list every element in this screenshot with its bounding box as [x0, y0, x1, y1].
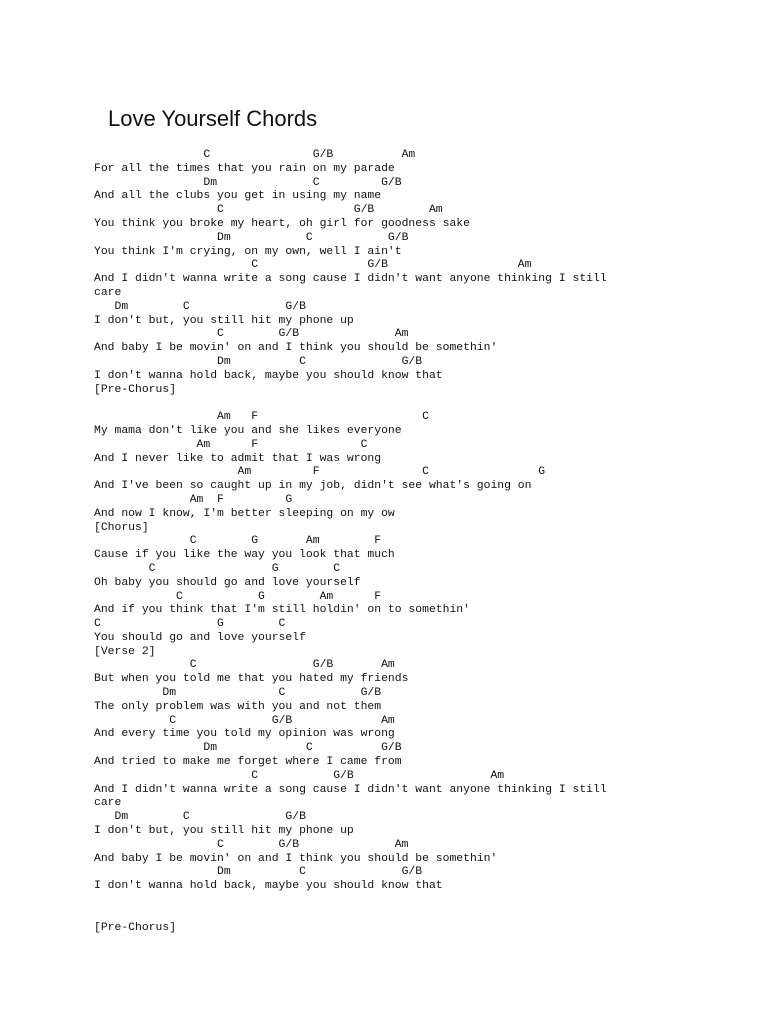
blank-line — [94, 894, 607, 908]
section-label: [Verse 2] — [94, 645, 156, 658]
chord-line: C G/B Am — [94, 149, 416, 161]
lyric-line: And I didn't wanna write a song cause I didn't want anyone thinking I still — [94, 273, 607, 286]
lyric-line: And every time you told my opinion was wrong — [94, 728, 395, 741]
lyric-line: And I didn't wanna write a song cause I didn't want anyone thinking I still — [94, 783, 607, 796]
lyric-line: And baby I be movin' on and I think you should be somethin' — [94, 342, 498, 355]
chord-line: C G/B Am — [94, 204, 443, 217]
chord-line: C G Am F — [94, 535, 382, 548]
lyric-line: care — [94, 797, 122, 810]
lyric-line: I don't wanna hold back, maybe you should know that — [94, 369, 443, 382]
chord-line: Dm C G/B — [94, 231, 409, 244]
chord-sheet — [94, 149, 607, 935]
lyric-line: You should go and love yourself — [94, 631, 306, 644]
page-title: Love Yourself Chords — [108, 106, 318, 131]
chord-line: C G/B Am — [94, 259, 532, 272]
chord-line: Am F C — [94, 438, 368, 451]
blank-line — [94, 908, 607, 922]
lyric-line: The only problem was with you and not them — [94, 700, 382, 713]
lyric-line: And tried to make me forget where I came from — [94, 756, 402, 769]
chord-line: Dm C G/B — [94, 687, 382, 700]
lyric-line: Cause if you like the way you look that much — [94, 549, 395, 562]
lyric-line: I don't wanna hold back, maybe you should know that — [94, 880, 443, 893]
chord-line: Am F C G — [94, 466, 546, 479]
chord-line: Dm C G/B — [94, 811, 306, 824]
chord-line: C G/B Am — [94, 769, 505, 782]
lyric-line: And all the clubs you get in using my name — [94, 190, 382, 203]
chord-line: C G/B Am — [94, 659, 395, 672]
chord-line: Am F G — [94, 493, 293, 506]
blank-line — [94, 397, 607, 411]
chord-line: C G C — [94, 618, 286, 631]
chord-line: C G/B Am — [94, 328, 409, 341]
lyric-line: For all the times that you rain on my parade — [94, 162, 395, 175]
chord-line: C G/B Am — [94, 714, 395, 727]
chord-line: C G C — [94, 562, 341, 575]
lyric-line: And now I know, I'm better sleeping on my ow — [94, 507, 395, 520]
lyric-line: You think you broke my heart, oh girl for goodness sake — [94, 217, 470, 230]
lyric-line: My mama don't like you and she likes everyone — [94, 424, 402, 437]
lyric-line: And baby I be movin' on and I think you should be somethin' — [94, 852, 498, 865]
lyric-line: But when you told me that you hated my friends — [94, 673, 409, 686]
lyric-line: care — [94, 286, 122, 299]
lyric-line: You think I'm crying, on my own, well I ain't — [94, 245, 402, 258]
chord-line: Dm C G/B — [94, 300, 306, 313]
chord-line: C G/B Am — [94, 838, 409, 851]
lyric-line: And if you think that I'm still holdin' on to somethin' — [94, 604, 470, 617]
chord-line: Dm C G/B — [94, 866, 423, 879]
lyric-line: And I've been so caught up in my job, didn't see what's going on — [94, 480, 532, 493]
section-label: [Chorus] — [94, 521, 149, 534]
lyric-line: I don't but, you still hit my phone up — [94, 314, 354, 327]
lyric-line: And I never like to admit that I was wrong — [94, 452, 382, 465]
chord-line: C G Am F — [94, 590, 382, 603]
chord-line: Dm C G/B — [94, 176, 402, 189]
chord-line: Am F C — [94, 411, 429, 424]
section-label: [Pre-Chorus] — [94, 383, 177, 396]
section-label: [Pre-Chorus] — [94, 921, 177, 934]
lyric-line: I don't but, you still hit my phone up — [94, 825, 354, 838]
chord-line: Dm C G/B — [94, 355, 423, 368]
chord-line: Dm C G/B — [94, 742, 402, 755]
lyric-line: Oh baby you should go and love yourself — [94, 576, 361, 589]
